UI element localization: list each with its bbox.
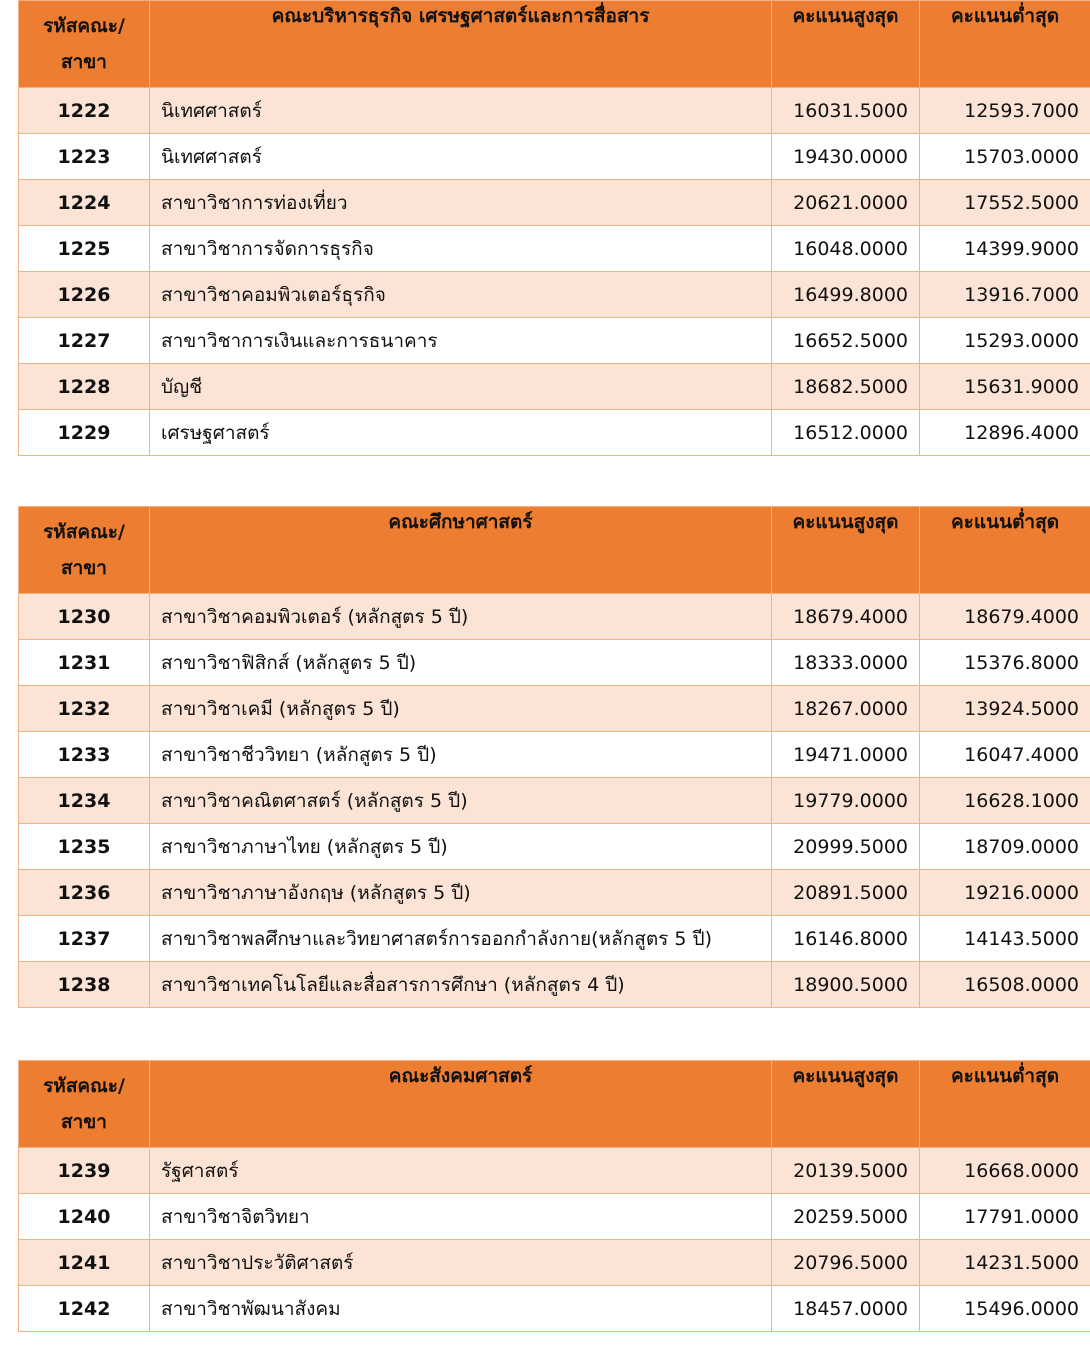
row-program-name: สาขาวิชาชีววิทยา (หลักสูตร 5 ปี): [150, 732, 772, 778]
table-row: [19, 778, 1090, 824]
table-row: [19, 824, 1090, 870]
header-min-score: คะแนนต่ำสุด: [920, 1, 1090, 88]
row-code: 1231: [19, 640, 150, 686]
table-row: [19, 88, 1090, 134]
table-row: [19, 410, 1090, 456]
row-min-score: 14399.9000: [920, 226, 1090, 272]
row-min-score: 12593.7000: [920, 88, 1090, 134]
table-row: [19, 686, 1090, 732]
table-row: [19, 640, 1090, 686]
row-code: 1239: [19, 1148, 150, 1194]
row-max-score: 18682.5000: [772, 364, 920, 410]
table-row: [19, 318, 1090, 364]
table-header-row: [19, 1061, 1090, 1148]
row-max-score: 18333.0000: [772, 640, 920, 686]
row-min-score: 15293.0000: [920, 318, 1090, 364]
row-code: 1226: [19, 272, 150, 318]
row-code: 1238: [19, 962, 150, 1008]
row-code: 1230: [19, 594, 150, 640]
row-max-score: 16048.0000: [772, 226, 920, 272]
row-code: 1222: [19, 88, 150, 134]
row-code: 1234: [19, 778, 150, 824]
row-code: 1225: [19, 226, 150, 272]
row-min-score: 15496.0000: [920, 1286, 1090, 1332]
row-max-score: 16499.8000: [772, 272, 920, 318]
table-row: [19, 870, 1090, 916]
row-max-score: 20621.0000: [772, 180, 920, 226]
row-code: 1223: [19, 134, 150, 180]
table-row: [19, 594, 1090, 640]
row-code: 1240: [19, 1194, 150, 1240]
row-max-score: 18457.0000: [772, 1286, 920, 1332]
table-row: [19, 1286, 1090, 1332]
row-program-name: สาขาวิชาเคมี (หลักสูตร 5 ปี): [150, 686, 772, 732]
row-min-score: 16047.4000: [920, 732, 1090, 778]
table-row: [19, 272, 1090, 318]
faculty-score-table: [18, 1060, 1090, 1332]
row-max-score: 20891.5000: [772, 870, 920, 916]
table-row: [19, 962, 1090, 1008]
header-faculty-name: คณะศึกษาศาสตร์: [150, 507, 772, 594]
row-program-name: สาขาวิชาจิตวิทยา: [150, 1194, 772, 1240]
table-row: [19, 916, 1090, 962]
row-program-name: สาขาวิชาเทคโนโลยีและสื่อสารการศึกษา (หลักสูตร 4 ปี): [150, 962, 772, 1008]
row-code: 1227: [19, 318, 150, 364]
row-max-score: 20796.5000: [772, 1240, 920, 1286]
row-program-name: สาขาวิชาพัฒนาสังคม: [150, 1286, 772, 1332]
header-code: [19, 1, 150, 88]
row-max-score: 20259.5000: [772, 1194, 920, 1240]
row-program-name: สาขาวิชาพลศึกษาและวิทยาศาสตร์การออกกำลังกาย(หลักสูตร 5 ปี): [150, 916, 772, 962]
row-code: 1233: [19, 732, 150, 778]
table-row: [19, 732, 1090, 778]
row-min-score: 12896.4000: [920, 410, 1090, 456]
row-program-name: สาขาวิชาภาษาไทย (หลักสูตร 5 ปี): [150, 824, 772, 870]
row-min-score: 15376.8000: [920, 640, 1090, 686]
row-min-score: 15703.0000: [920, 134, 1090, 180]
row-min-score: 16668.0000: [920, 1148, 1090, 1194]
header-max-score: คะแนนสูงสุด: [772, 1, 920, 88]
row-min-score: 14143.5000: [920, 916, 1090, 962]
row-max-score: 16652.5000: [772, 318, 920, 364]
row-max-score: 18679.4000: [772, 594, 920, 640]
row-program-name: สาขาวิชาภาษาอังกฤษ (หลักสูตร 5 ปี): [150, 870, 772, 916]
row-program-name: สาขาวิชาคอมพิวเตอร์ธุรกิจ: [150, 272, 772, 318]
header-code-line2: สาขา: [61, 1111, 107, 1133]
row-min-score: 15631.9000: [920, 364, 1090, 410]
row-max-score: 19779.0000: [772, 778, 920, 824]
header-code-line1: รหัสคณะ/: [43, 521, 125, 543]
header-faculty-name: คณะสังคมศาสตร์: [150, 1061, 772, 1148]
table-row: [19, 180, 1090, 226]
table-row: [19, 1240, 1090, 1286]
row-min-score: 13916.7000: [920, 272, 1090, 318]
row-program-name: นิเทศศาสตร์: [150, 134, 772, 180]
row-code: 1224: [19, 180, 150, 226]
table-row: [19, 1148, 1090, 1194]
row-max-score: 19430.0000: [772, 134, 920, 180]
row-max-score: 16146.8000: [772, 916, 920, 962]
row-code: 1236: [19, 870, 150, 916]
row-program-name: บัญชี: [150, 364, 772, 410]
row-max-score: 16031.5000: [772, 88, 920, 134]
row-max-score: 16512.0000: [772, 410, 920, 456]
row-code: 1242: [19, 1286, 150, 1332]
row-max-score: 19471.0000: [772, 732, 920, 778]
row-max-score: 20999.5000: [772, 824, 920, 870]
row-min-score: 18709.0000: [920, 824, 1090, 870]
header-code: [19, 507, 150, 594]
row-min-score: 17791.0000: [920, 1194, 1090, 1240]
row-program-name: สาขาวิชาการท่องเที่ยว: [150, 180, 772, 226]
row-program-name: นิเทศศาสตร์: [150, 88, 772, 134]
row-min-score: 17552.5000: [920, 180, 1090, 226]
faculty-score-table: [18, 506, 1090, 1008]
row-code: 1232: [19, 686, 150, 732]
header-faculty-name: คณะบริหารธุรกิจ เศรษฐศาสตร์และการสื่อสาร: [150, 1, 772, 88]
row-code: 1235: [19, 824, 150, 870]
row-program-name: สาขาวิชาประวัติศาสตร์: [150, 1240, 772, 1286]
header-min-score: คะแนนต่ำสุด: [920, 507, 1090, 594]
row-program-name: สาขาวิชาฟิสิกส์ (หลักสูตร 5 ปี): [150, 640, 772, 686]
row-max-score: 18267.0000: [772, 686, 920, 732]
row-min-score: 13924.5000: [920, 686, 1090, 732]
row-code: 1241: [19, 1240, 150, 1286]
row-program-name: สาขาวิชาการเงินและการธนาคาร: [150, 318, 772, 364]
table-row: [19, 1194, 1090, 1240]
row-program-name: รัฐศาสตร์: [150, 1148, 772, 1194]
header-max-score: คะแนนสูงสุด: [772, 1061, 920, 1148]
header-code-line2: สาขา: [61, 557, 107, 579]
header-min-score: คะแนนต่ำสุด: [920, 1061, 1090, 1148]
row-max-score: 18900.5000: [772, 962, 920, 1008]
row-program-name: สาขาวิชาคอมพิวเตอร์ (หลักสูตร 5 ปี): [150, 594, 772, 640]
row-max-score: 20139.5000: [772, 1148, 920, 1194]
row-min-score: 18679.4000: [920, 594, 1090, 640]
row-min-score: 14231.5000: [920, 1240, 1090, 1286]
header-max-score: คะแนนสูงสุด: [772, 507, 920, 594]
row-code: 1237: [19, 916, 150, 962]
table-header-row: [19, 507, 1090, 594]
row-min-score: 16628.1000: [920, 778, 1090, 824]
header-code-line1: รหัสคณะ/: [43, 1075, 125, 1097]
table-row: [19, 134, 1090, 180]
row-program-name: เศรษฐศาสตร์: [150, 410, 772, 456]
faculty-score-table: [18, 0, 1090, 456]
header-code: [19, 1061, 150, 1148]
row-min-score: 16508.0000: [920, 962, 1090, 1008]
table-row: [19, 226, 1090, 272]
row-code: 1229: [19, 410, 150, 456]
table-row: [19, 364, 1090, 410]
row-min-score: 19216.0000: [920, 870, 1090, 916]
header-code-line1: รหัสคณะ/: [43, 15, 125, 37]
table-header-row: [19, 1, 1090, 88]
header-code-line2: สาขา: [61, 51, 107, 73]
row-program-name: สาขาวิชาคณิตศาสตร์ (หลักสูตร 5 ปี): [150, 778, 772, 824]
row-code: 1228: [19, 364, 150, 410]
row-program-name: สาขาวิชาการจัดการธุรกิจ: [150, 226, 772, 272]
